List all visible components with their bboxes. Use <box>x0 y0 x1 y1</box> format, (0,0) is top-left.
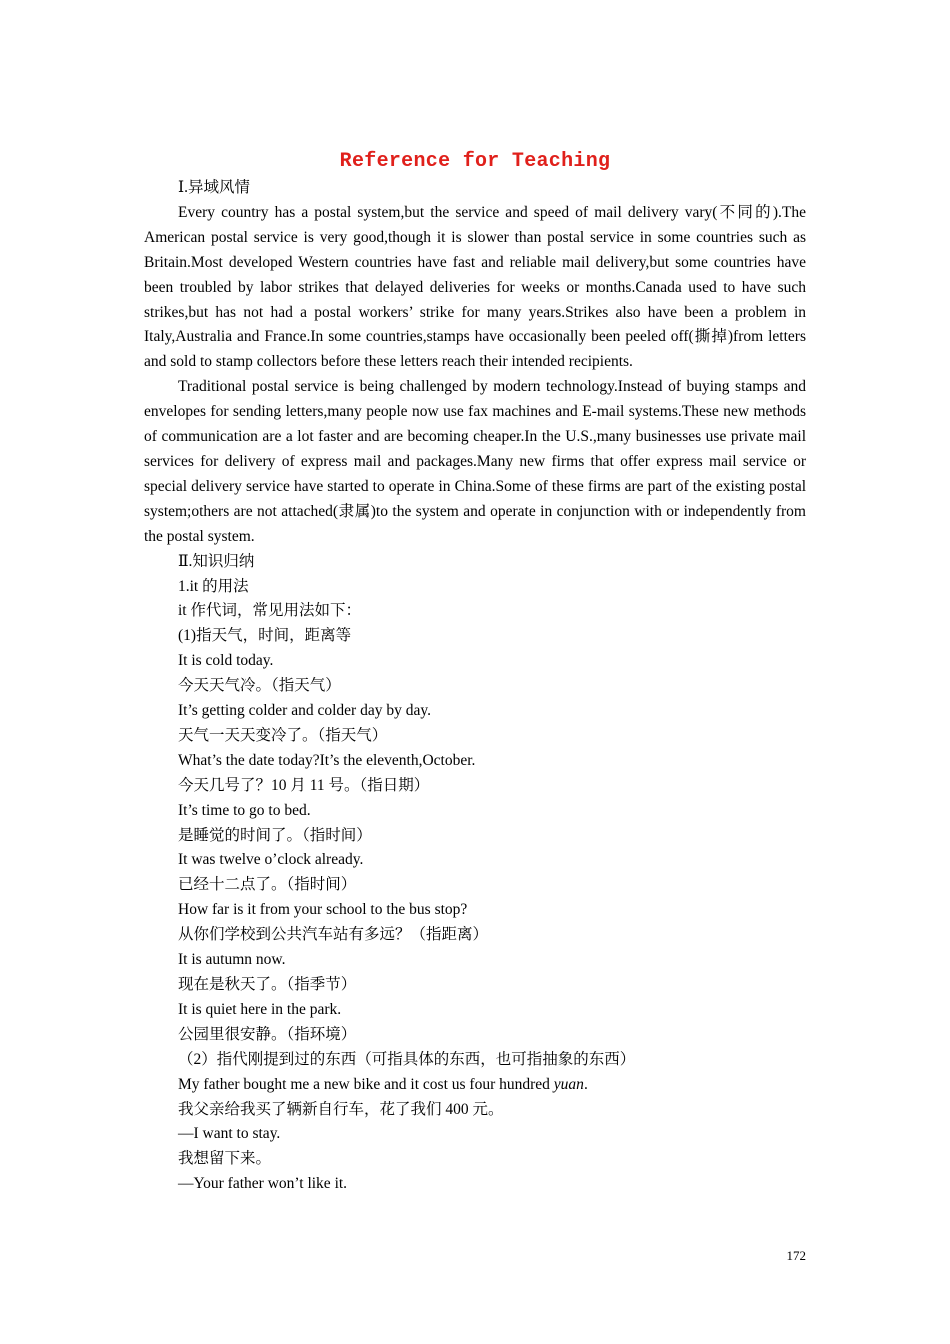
page-number: 172 <box>786 1248 806 1263</box>
example-period: . <box>583 1075 588 1093</box>
example-line: 我父亲给我买了辆新自行车，花了我们 400 元。 <box>178 1100 504 1118</box>
paragraph-2: Traditional postal service is being challenged by modern technology.Instead of buying stamps and envelopes for sending letters,many people now use fax machines and E-mail systems.These new methods of communication are a lot faster and are becoming cheaper.In the U.S.,many businesses use private mail services for delivery of express mail and packages.Many new firms that offer express mail service or special delivery service have started to operate in China.Some of these firms are part of the existing postal system;others are not attached(隶属)to the system and operate in conjunction with or independently from the postal system. <box>144 378 806 545</box>
subsection-heading-2: （2）指代刚提到过的东西（可指具体的东西，也可指抽象的东西） <box>178 1050 636 1068</box>
section-heading-2: Ⅱ.知识归纳 <box>178 552 255 570</box>
example-line: 是睡觉的时间了。（指时间） <box>178 826 372 844</box>
subsection-heading-1: (1)指天气，时间，距离等 <box>178 627 352 645</box>
example-line: It is autumn now. <box>178 951 286 969</box>
example-line: —Your father won’t like it. <box>178 1175 348 1193</box>
document-page <box>144 148 806 1197</box>
example-line: 天气一天天变冷了。（指天气） <box>178 726 388 744</box>
example-line: 现在是秋天了。（指季节） <box>178 976 357 993</box>
example-line: 今天天气冷。（指天气） <box>178 677 341 695</box>
paragraph-1: Every country has a postal system,but the service and speed of mail delivery vary(不同的).The American postal service is very good,though it is slower than postal service in some countries such as Britain.Most developed Western countries have fast and reliable mail delivery,but some countries have been troubled by labor strikes that delayed deliveries for weeks or months.Canada used to have such strikes,but has not had a postal workers’ strike for many years.Strikes also have been a problem in Italy,Australia and France.In some countries,stamps have occasionally been peeled off(撕掉)from letters and sold to stamp collectors before these letters reach their intended recipients. <box>144 203 806 371</box>
example-line-with-italic <box>144 1073 806 1098</box>
italic-word: yuan <box>553 1075 584 1093</box>
usage-title: 1.it 的用法 <box>178 577 249 595</box>
example-line: —I want to stay. <box>178 1125 281 1143</box>
page-title: Reference for Teaching <box>339 150 611 173</box>
example-line: 从你们学校到公共汽车站有多远？（指距离） <box>178 926 489 944</box>
section-heading-1: Ⅰ.异域风情 <box>178 179 250 196</box>
example-line: 已经十二点了。（指时间） <box>178 876 357 894</box>
usage-intro: it 作代词，常见用法如下： <box>178 602 361 620</box>
example-line: It is cold today. <box>178 652 274 670</box>
example-line: It’s time to go to bed. <box>178 801 311 819</box>
example-line: It’s getting colder and colder day by day. <box>178 702 431 720</box>
example-line: 我想留下来。 <box>178 1150 272 1168</box>
example-text: My father bought me a new bike and it cost us four hundred <box>178 1075 554 1093</box>
example-line: It was twelve o’clock already. <box>178 851 364 869</box>
example-line: What’s the date today?It’s the eleventh,October. <box>178 751 476 769</box>
example-line: 今天几号了？10 月 11 号。（指日期） <box>178 776 430 794</box>
example-line: How far is it from your school to the bus stop? <box>178 901 468 919</box>
example-line: It is quiet here in the park. <box>178 1000 342 1018</box>
example-line: 公园里很安静。（指环境） <box>178 1025 357 1043</box>
